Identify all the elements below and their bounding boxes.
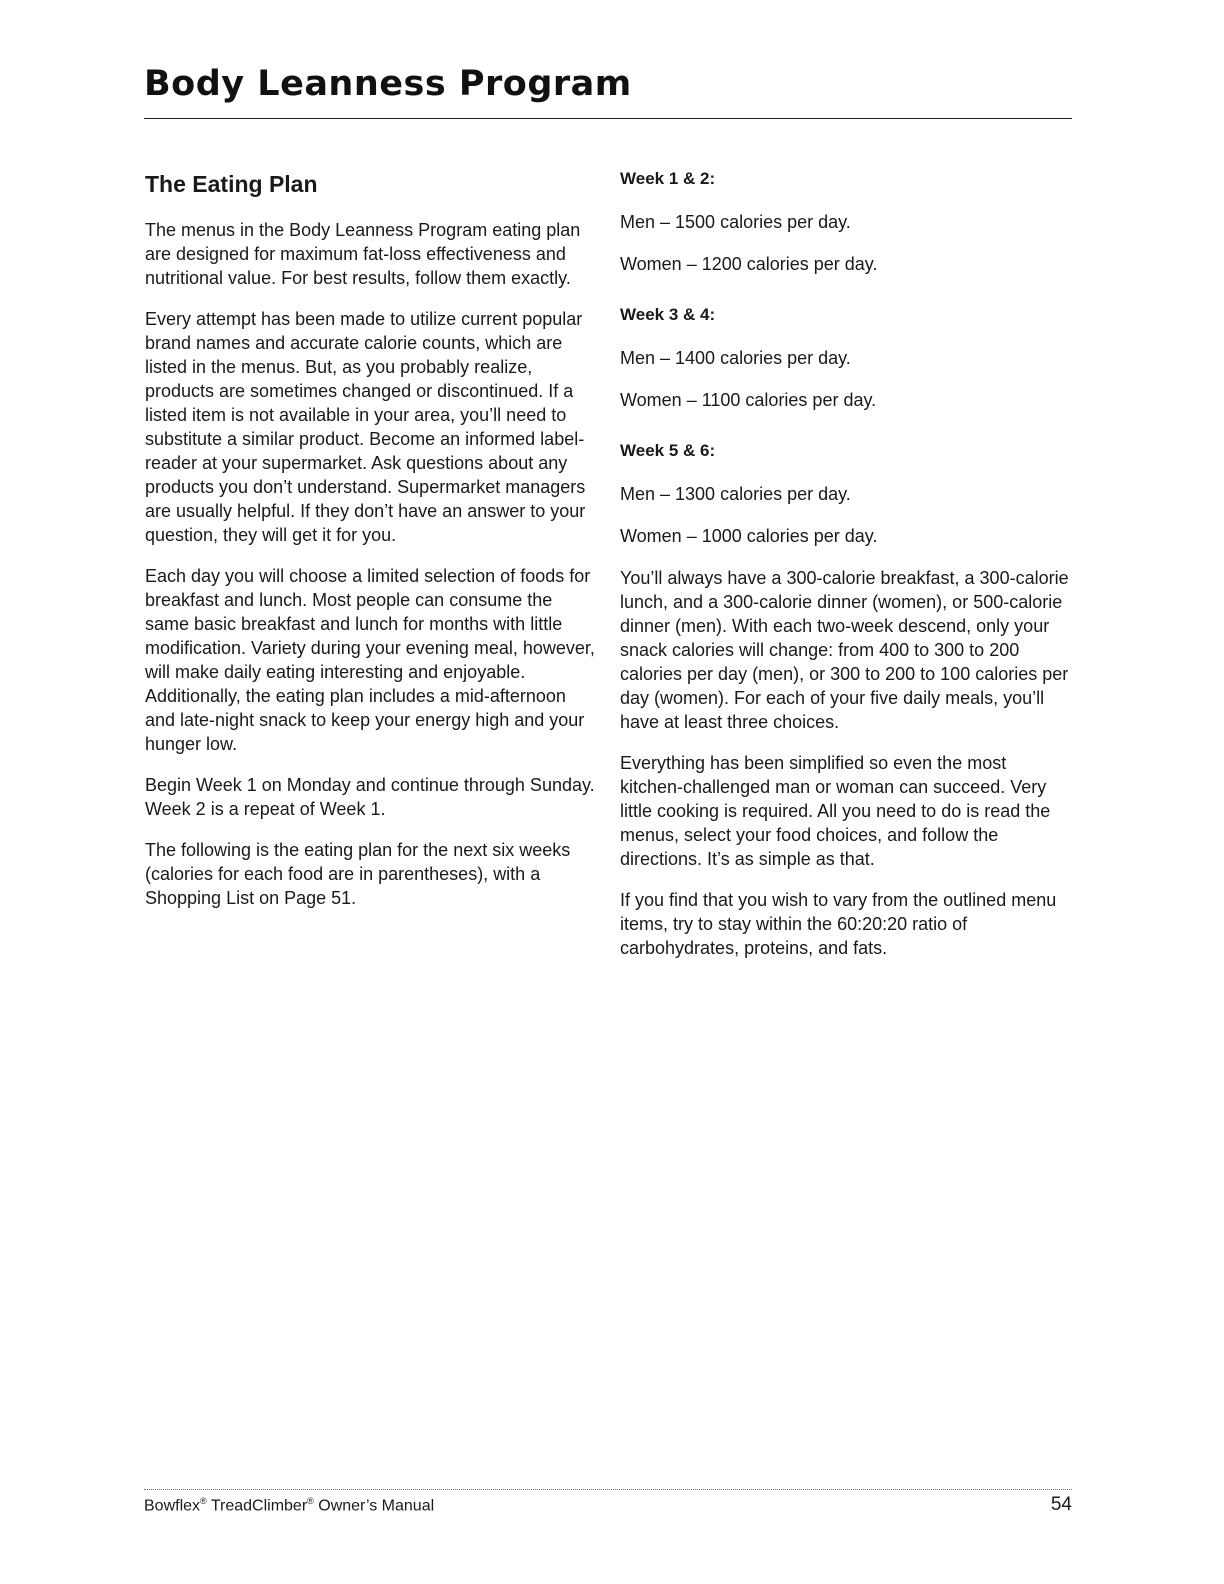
section-heading: The Eating Plan — [145, 171, 318, 197]
left-column — [145, 168, 600, 927]
men-calories: Men – 1300 calories per day. — [620, 484, 851, 504]
paragraph-meal-calories: You’ll always have a 300-calorie breakfast, a 300-calorie lunch, and a 300-calorie dinner (women), or 500-calorie dinner (men). With each two-week descend, only your snack calories will change: from 400 to 300 to 200 calories per day (men), or 300 to 200 to 100 calories per day (women). For each of your five daily meals, you’ll have at least three choices. — [620, 568, 1069, 732]
week-block-1-2 — [620, 168, 1072, 276]
women-calories: Women – 1100 calories per day. — [620, 390, 877, 410]
registered-mark: ® — [307, 1496, 314, 1506]
week-heading: Week 5 & 6: — [620, 441, 716, 460]
week-block-5-6 — [620, 440, 1072, 548]
paragraph-daily-choices: Each day you will choose a limited selection of foods for breakfast and lunch. Most people can consume the same basic breakfast and lunch for months with little modification. Variety during your evening meal, however, will make daily eating interesting and enjoyable. Additionally, the eating plan includes a mid-afternoon and late-night snack to keep your energy high and your hunger low. — [145, 566, 595, 754]
right-column — [620, 168, 1072, 977]
footer-brand: Bowflex — [144, 1497, 201, 1515]
women-calories: Women – 1000 calories per day. — [620, 526, 878, 546]
week-heading: Week 1 & 2: — [620, 169, 716, 188]
paragraph-following-plan: The following is the eating plan for the next six weeks (calories for each food are in parentheses), with a Shopping List on Page 51. — [145, 840, 571, 908]
footer-manual-title — [144, 1496, 434, 1515]
paragraph-ratio: If you find that you wish to vary from the outlined menu items, try to stay within the 60:20:20 ratio of carbohydrates, proteins, and fats. — [620, 890, 1057, 958]
paragraph-intro: The menus in the Body Leanness Program eating plan are designed for maximum fat-loss effectiveness and nutritional value. For best results, follow them exactly. — [145, 220, 581, 288]
footer-manual: Owner’s Manual — [318, 1497, 435, 1515]
footer-product: TreadClimber — [210, 1497, 308, 1515]
paragraph-week-start: Begin Week 1 on Monday and continue through Sunday. Week 2 is a repeat of Week 1. — [145, 775, 595, 819]
paragraph-brand-names: Every attempt has been made to utilize current popular brand names and accurate calorie counts, which are listed in the menus. But, as you probably realize, products are sometimes changed or discontinued. If a listed item is not available in your area, you’ll need to substitute a similar product. Become an informed label-reader at your supermarket. Ask questions about any products you don’t understand. Supermarket managers are usually helpful. If they don’t have an answer to your question, they will get it for you. — [145, 309, 586, 545]
footer-divider — [144, 1489, 1072, 1490]
registered-mark: ® — [200, 1496, 207, 1506]
page-title: Body Leanness Program — [144, 64, 632, 104]
men-calories: Men – 1400 calories per day. — [620, 348, 851, 368]
title-divider — [144, 118, 1072, 119]
men-calories: Men – 1500 calories per day. — [620, 212, 851, 232]
page-number: 54 — [1050, 1494, 1072, 1515]
week-heading: Week 3 & 4: — [620, 305, 716, 324]
women-calories: Women – 1200 calories per day. — [620, 254, 878, 274]
paragraph-simplified: Everything has been simplified so even the most kitchen-challenged man or woman can succeed. Very little cooking is required. All you need to do is read the menus, select your food choices, and follow the directions. It’s as simple as that. — [620, 753, 1051, 869]
week-block-3-4 — [620, 304, 1072, 412]
